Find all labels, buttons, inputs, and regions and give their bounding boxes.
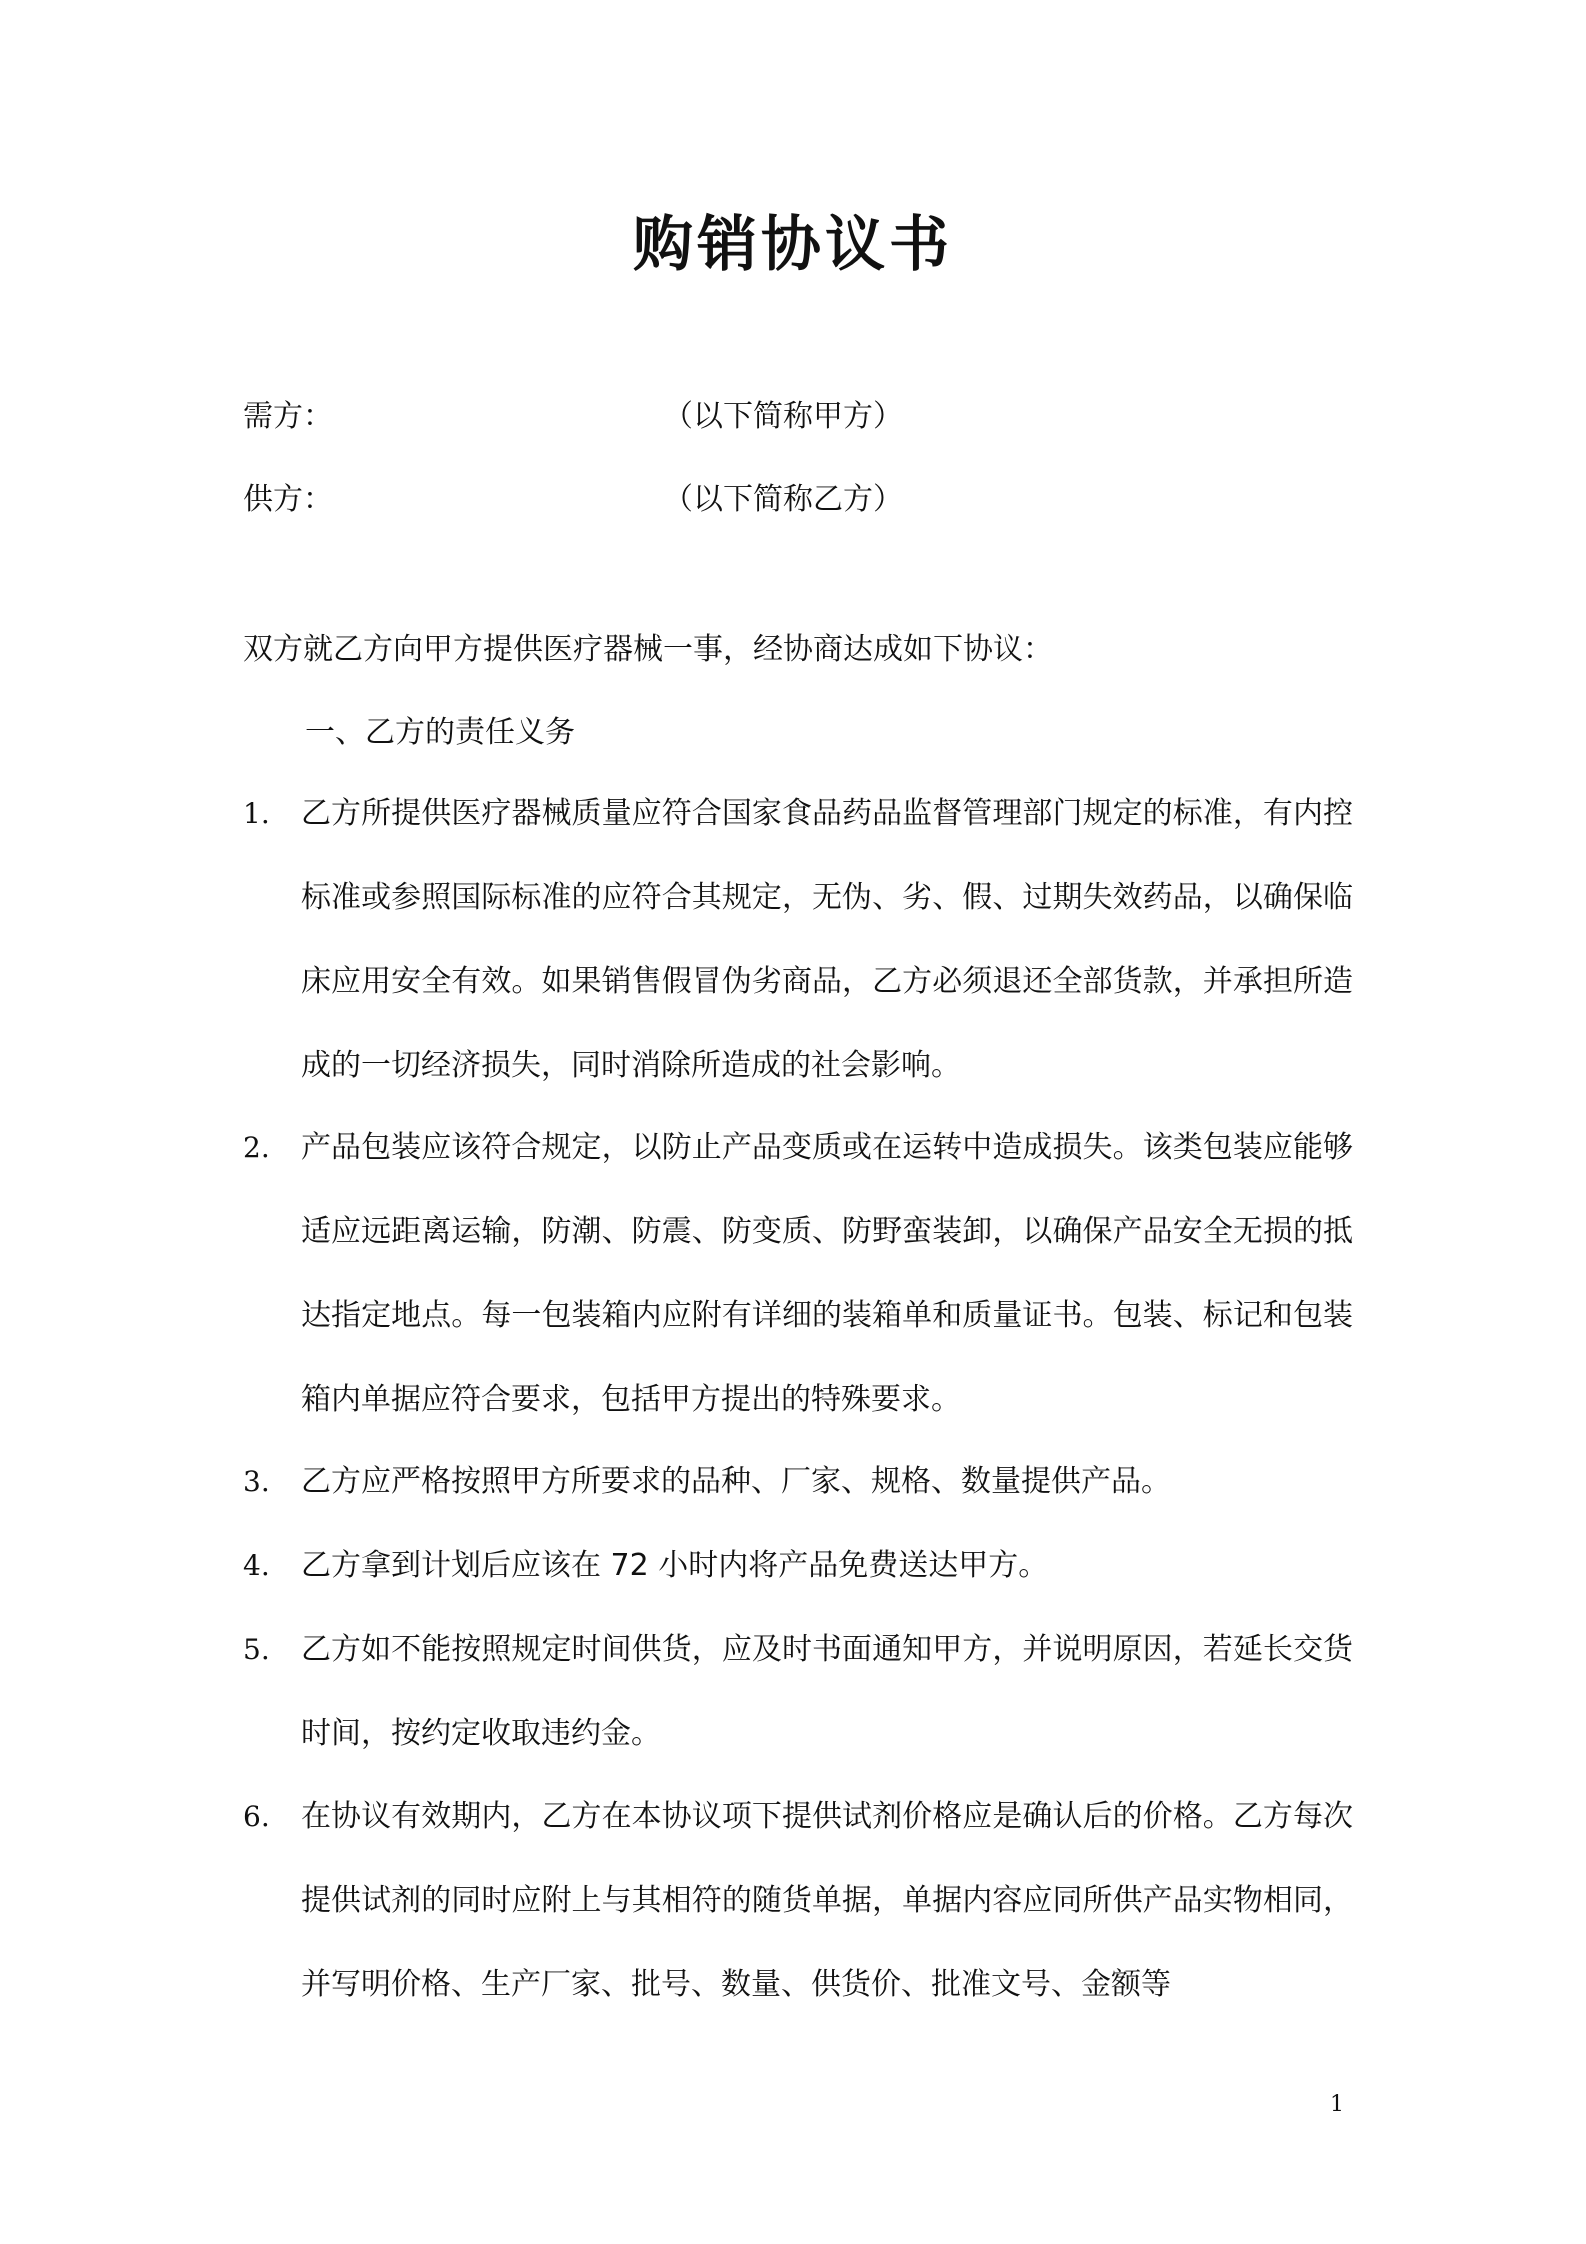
section-heading: 一、乙方的责任义务 [305, 715, 575, 750]
party-buyer-label: 需方： [243, 399, 333, 434]
document-title: 购销协议书 [633, 210, 953, 280]
list-item-text: 乙方所提供医疗器械质量应符合国家食品药品监督管理部门规定的标准，有内控标准或参照国际标准的应符合其规定，无伪、劣、假、过期失效药品，以确保临床应用安全有效。如果销售假冒伪劣商品，乙方必须退还全部货款，并承担所造成的一切经济损失，同时消除所造成的社会影响。 [301, 796, 1353, 1083]
party-supplier-label: 供方： [243, 482, 333, 517]
page-number: 1 [1330, 2092, 1344, 2117]
list-item-1 [243, 772, 1353, 1108]
list-item-text: 乙方应严格按照甲方所要求的品种、厂家、规格、数量提供产品。 [301, 1464, 1171, 1499]
list-item-5 [243, 1608, 1353, 1776]
list-item-3 [243, 1440, 1353, 1524]
list-item-text: 产品包装应该符合规定，以防止产品变质或在运转中造成损失。该类包装应能够适应远距离运输，防潮、防震、防变质、防野蛮装卸，以确保产品安全无损的抵达指定地点。每一包装箱内应附有详细的装箱单和质量证书。包装、标记和包装箱内单据应符合要求，包括甲方提出的特殊要求。 [301, 1130, 1353, 1417]
party-buyer-note: （以下简称甲方） [663, 399, 903, 434]
list-item-number: 2. [243, 1131, 270, 1164]
list-item-2 [243, 1106, 1353, 1442]
list-item-number: 6. [243, 1800, 270, 1833]
list-item-number: 4. [243, 1549, 270, 1582]
list-item-number: 3. [243, 1465, 270, 1498]
list-item-text: 乙方如不能按照规定时间供货，应及时书面通知甲方，并说明原因，若延长交货时间，按约定收取违约金。 [301, 1632, 1353, 1751]
intro-paragraph: 双方就乙方向甲方提供医疗器械一事，经协商达成如下协议： [243, 632, 1053, 667]
list-item-4 [243, 1524, 1353, 1608]
party-supplier-note: （以下简称乙方） [663, 482, 903, 517]
list-item-number: 5. [243, 1633, 270, 1666]
list-item-6 [243, 1775, 1353, 2027]
list-item-text: 乙方拿到计划后应该在 72 小时内将产品免费送达甲方。 [301, 1548, 1049, 1583]
list-item-number: 1. [243, 797, 270, 830]
list-item-text: 在协议有效期内，乙方在本协议项下提供试剂价格应是确认后的价格。乙方每次提供试剂的同时应附上与其相符的随货单据，单据内容应同所供产品实物相同，并写明价格、生产厂家、批号、数量、供货价、批准文号、金额等 [301, 1799, 1353, 2002]
